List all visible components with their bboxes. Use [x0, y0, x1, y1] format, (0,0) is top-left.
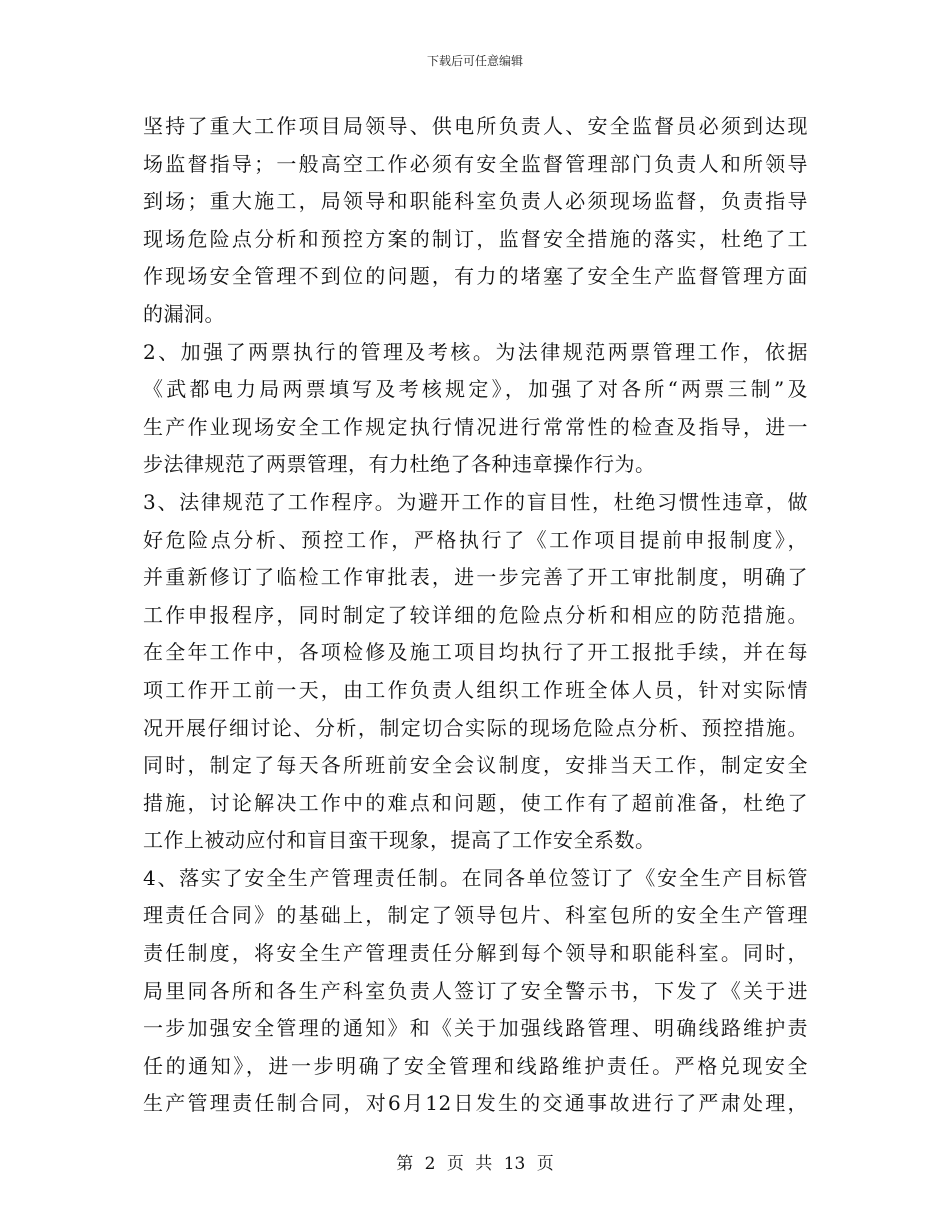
body-line: 4、落实了安全生产管理责任制。在同各单位签订了《安全生产目标管	[143, 865, 808, 890]
body-line: 生产管理责任制合同，对6月12日发生的交通事故进行了严肃处理，	[143, 1091, 808, 1116]
body-line: 步法律规范了两票管理，有力杜绝了各种违章操作行为。	[143, 452, 656, 477]
body-line: 工作申报程序，同时制定了较详细的危险点分析和相应的防范措施。	[143, 602, 808, 627]
body-line: 责任制度，将安全生产管理责任分解到每个领导和职能科室。同时，	[143, 941, 808, 966]
body-line: 好危险点分析、预控工作，严格执行了《工作项目提前申报制度》，	[143, 527, 808, 552]
body-line: 措施，讨论解决工作中的难点和问题，使工作有了超前准备，杜绝了	[143, 790, 808, 815]
body-line: 生产作业现场安全工作规定执行情况进行常常性的检查及指导，进一	[143, 414, 808, 439]
body-line: 一步加强安全管理的通知》和《关于加强线路管理、明确线路维护责	[143, 1016, 808, 1041]
document-body	[143, 108, 808, 1123]
body-line: 局里同各所和各生产科室负责人签订了安全警示书，下发了《关于进	[143, 978, 808, 1003]
body-line: 3、法律规范了工作程序。为避开工作的盲目性，杜绝习惯性违章，做	[143, 489, 808, 514]
body-line: 现场危险点分析和预控方案的制订，监督安全措施的落实，杜绝了工	[143, 226, 808, 251]
page-number-footer: 第 2 页 共 13 页	[396, 1154, 554, 1174]
body-line: 同时，制定了每天各所班前安全会议制度，安排当天工作，制定安全	[143, 753, 808, 778]
body-line: 场监督指导；一般高空工作必须有安全监督管理部门负责人和所领导	[143, 151, 808, 176]
body-line: 并重新修订了临检工作审批表，进一步完善了开工审批制度，明确了	[143, 565, 808, 590]
body-line: 在全年工作中，各项检修及施工项目均执行了开工报批手续，并在每	[143, 640, 808, 665]
body-line: 理责任合同》的基础上，制定了领导包片、科室包所的安全生产管理	[143, 903, 808, 928]
body-line: 况开展仔细讨论、分析，制定切合实际的现场危险点分析、预控措施。	[143, 715, 808, 740]
body-line: 2、加强了两票执行的管理及考核。为法律规范两票管理工作，依据	[143, 339, 808, 364]
body-line: 坚持了重大工作项目局领导、供电所负责人、安全监督员必须到达现	[143, 114, 808, 138]
body-line: 到场；重大施工，局领导和职能科室负责人必须现场监督，负责指导	[143, 189, 808, 214]
page-header: 下载后可任意编辑	[426, 54, 523, 68]
body-line: 作现场安全管理不到位的问题，有力的堵塞了安全生产监督管理方面	[143, 264, 808, 289]
body-line: 工作上被动应付和盲目蛮干现象，提高了工作安全系数。	[143, 828, 656, 853]
body-line: 项工作开工前一天，由工作负责人组织工作班全体人员，针对实际情	[143, 677, 808, 702]
body-line: 任的通知》，进一步明确了安全管理和线路维护责任。严格兑现安全	[143, 1053, 808, 1078]
body-line: 的漏洞。	[143, 301, 225, 326]
body-line: 《武都电力局两票填写及考核规定》，加强了对各所“两票三制”及	[143, 377, 808, 402]
